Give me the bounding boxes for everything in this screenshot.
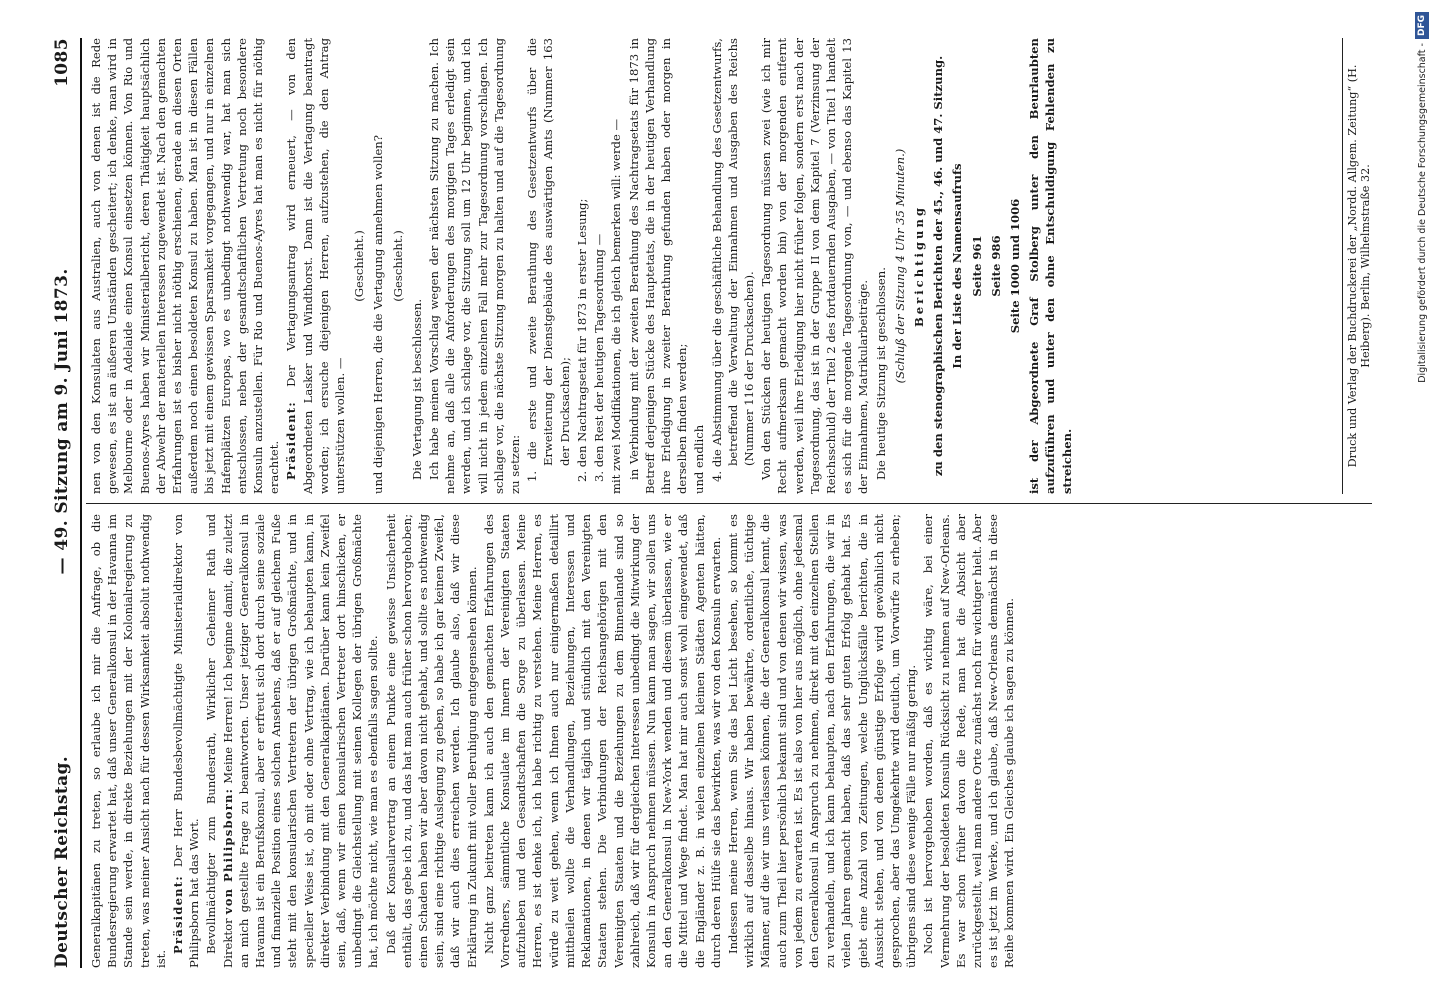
left-column (88, 514, 1342, 968)
stage-direction: (Geschieht.) (390, 230, 405, 302)
agenda-item: 4. die Abstimmung über die geschäftliche Behandlung des Gesetzentwurfs, betreffend die Verwaltung der Einnahmen und Ausgaben des Reichs (Nummer 116 der Drucksachen). (709, 38, 756, 482)
speech-text: Der Herr Bundesbevollmächtigte Ministerialdirektor von Philipsborn hat das Wort. (171, 514, 202, 968)
speaker-name: von Philipsborn: (220, 787, 235, 915)
watermark-inner (1412, 12, 1432, 696)
paragraph: Von den Stücken der heutigen Tagesordnung müssen zwei (wie ich mir Recht aufmerksam gemacht worden bin) von der morgenden entfernt werden, weil ihre Erledigung hier nicht früher folgen, sondern erst nach der Tagesordnung, das ist in der Gruppe II von dem Kapitel 7 (Verzinsung der Reichsschuld) der Titel 2 des fortdauernden Ausgaben, — von Titel 1 handelt es sich für die morgende Tagesordnung von, — und ebenso das Kapitel 13 der Einnahmen, Matrikularbeiträge. (759, 38, 871, 494)
paragraph: Die Vertagung ist beschlossen. (409, 298, 424, 480)
dfg-logo-icon: DFG (1415, 12, 1429, 39)
paragraph: und endlich (692, 424, 707, 494)
paragraph: Noch ist hervorgehoben worden, daß es wichtig wäre, bei einer Vermehrung der besoldeten Konsuln Rücksicht zu nehmen auf New-Orleans. Es war schon früher davon die Rede, man hat die Absicht aber zurückgestellt, weil man andere Orte zunächst noch für wichtiger hielt. Aber es ist jetzt im Werke, und ich glaube, daß New-Orleans demnächst in diese Reihe kommen wird. Ein Gleiches glaube ich sagen zu können. (921, 514, 1017, 968)
paragraph: nen von den Konsulaten aus Australien, auch von denen ist die Rede gewesen, es ist an äußeren Umständen gescheitert; ich denke, man wird in Melbourne oder in Adelaide einen Konsul einsetzen können. Von Rio und Buenos-Ayres haben wir Ministerialbericht, deren Thätigkeit hauptsächlich der Abwehr der materiellen Interessen zugewendet ist. Nach den gemachten Erfahrungen ist es bisher nicht nöthig erschienen, gerade an diesen Orten außerdem noch einen besoldeten Konsul zu haben. Man ist in diesen Fällen bis jetzt mit einem gewissen Sparsamkeit vorgegangen, und nur in einzelnen Hafenplätzen Europas, wo es unbedingt nothwendig war, hat man sich entschlossen, neben der gesandtschaftlichen Vertretung noch besondere Konsuln anzustellen. Für Rio und Buenos-Ayres hat man es nicht für nöthig erachtet. (89, 38, 282, 494)
closing-note: (Schluß der Sitzung 4 Uhr 35 Minuten.) (892, 148, 907, 384)
correction-text: ist der Abgeordnete Graf Stolberg unter den Beurlaubten aufzuführen und unter den ohne Entschuldigung Fehlenden zu streichen. (1027, 38, 1074, 494)
correction-line: Seite 961 (969, 235, 984, 297)
paragraph (203, 514, 381, 968)
digitization-watermark (1412, 12, 1432, 988)
paragraph: in Verbindung mit der zweiten Berathung des Nachtragsetats für 1873 in Betreff derjenigen Stücke des Hauptetats, die in der heutigen Verhandlung ihre Erledigung in zweiter Berathung gefunden haben oder morgen in derselben finden werden; (626, 38, 690, 494)
page-number: 1085 (52, 38, 72, 87)
imprint-footer: Druck und Verlag der Buchdruckerei der „Nordd. Allgem. Zeitung“ (H. Heiberg). Berlin, Wilhelmstraße 32. (1342, 38, 1368, 494)
paragraph: Indessen meine Herren, wenn Sie das bei Licht besehen, so kommt es wirklich auf dasselbe hinaus. Wir haben bewährte, ordentliche, tüchtige Männer, auf die wir uns verlassen können, die der Generalkonsul kennt, die auch zum Theil hier persönlich bekannt sind und von denen wir wissen, was von jedem zu erwarten ist. Es ist also von hier aus möglich, ohne jedesmal den Generalkonsul in Anspruch zu nehmen, direkt mit den einzelnen Stellen zu verhandeln, und ich kann behaupten, nach den Erfahrungen, die wir in vielen Jahren gemacht haben, daß das sehr guten Erfolg gehabt hat. Es giebt eine Anzahl von Zeitungen, welche Unglücksfälle berichten, die in Aussicht stehen, und von denen günstige Erfolge wird gewöhnlich nicht gesprochen, aber das Umgekehrte wird deutlich, um Vorwürfe zu erheben; übrigens sind diese wenige Fälle nur mäßig gering. (725, 514, 919, 968)
paragraph (170, 514, 202, 968)
header-rule (80, 38, 82, 968)
paragraph: und diejenigen Herren, die die Vertagung annehmen wollen? (371, 135, 386, 494)
running-header (52, 38, 76, 968)
speech-text: Der Vertagungsantrag wird erneuert, — von den Abgeordneten Lasker und Windthorst. Dann ist die Vertagung beantragt worden; ich ersuche diejenigen Herren, aufzustehen, die den Antrag unterstützen wollen. — (284, 38, 348, 494)
watermark-text: Digitalisierung gefördert durch die Deutsche Forschungsgemeinschaft - (1416, 43, 1428, 383)
paragraph: mit zwei Modifikationen, die ich gleich bemerken will: werde — (609, 118, 624, 494)
agenda-item: 2. den Nachtragsetat für 1873 in erster Lesung; (574, 198, 589, 482)
paragraph: Die heutige Sitzung ist geschlossen. (873, 267, 888, 480)
correction-line: In der Liste des Namensaufrufs (950, 163, 965, 369)
correction-line: Seite 1000 und 1006 (1007, 198, 1022, 334)
correction-line: Seite 986 (988, 235, 1003, 297)
paragraph: Ich habe meinen Vorschlag wegen der nächsten Sitzung zu machen. Ich nehme an, daß alle die Anforderungen des morgigen Tages erledigt sein werden, und ich schlage vor, die Sitzung soll um 12 Uhr beginnen, und ich will nicht in jedem einzelnen Fall mehr zur Tagesordnung vorschlagen. Ich schlage vor, die nächste Sitzung morgen zu halten und auf die Tagesordnung zu setzen: (427, 38, 523, 494)
paragraph: Daß der Konsularvertrag an einem Punkte eine gewisse Unsicherheit enthält, das gebe ich zu, und das hat man auch früher schon hervorgehoben; einen Schaden haben wir aber davon nicht gehabt, und sollte es nothwendig sein, sind eine richtige Auslegung zu geben, so habe ich gar keinen Zweifel, daß wir auch dies erreichen werden. Ich glaube also, daß wir diese Erklärung in Zukunft mit voller Beruhigung entgegensehen können. (383, 514, 479, 968)
right-column (88, 38, 1342, 494)
rotated-page (52, 38, 1372, 968)
column-divider (86, 503, 1372, 504)
speech-text: Meine Herren! Ich beginne damit, die zuletzt an mich gestellte Frage zu beantworten. Unser jetziger Generalkonsul in Havanna ist ein Berufskonsul, aber er erfreut sich dort durch seine soziale und finanzielle Position eines solchen Ansehens, daß er auf gleichem Fuße steht mit den konsularischen Vertretern der übrigen Großmächte, und in specieller Weise ist, ob mit oder ohne Vertrag, wie ich behaupten kann, in direkter Verbindung mit den Generalkapitänen. Darüber kann kein Zweifel sein, daß, wenn wir einen konsularischen Vertreter dort hinschicken, er unbedingt die Gleichstellung mit seinen Kollegen der übrigen Großmächte hat, ich möchte nicht, wie man es ebenfalls sagen sollte. (220, 514, 381, 968)
header-title: — 49. Sitzung am 9. Juni 1873. (52, 268, 72, 575)
paragraph: Generalkapitänen zu treten, so erlaube ich mir die Anfrage, ob die Bundesregierung erwartet hat, daß unser Generalkonsul in der Havanna im Stande sein werde, in direkte Beziehungen mit der Kolonialregierung zu treten, was meiner Ansicht nach für dessen Wirksamkeit absolut nothwendig ist. (89, 514, 168, 968)
agenda-item: 1. die erste und zweite Berathung des Gesetzentwurfs über die Erweiterung der Dienstgebäude des auswärtigen Amts (Nummer 163 der Drucksachen); (525, 38, 572, 482)
speaker-name: Präsident: (171, 875, 186, 954)
speaker-name: Präsident: (284, 401, 299, 480)
correction-line: zu den stenographischen Berichten der 45., 46. und 47. Sitzung. (931, 55, 946, 477)
speech-text: Bevollmächtigter zum Bundesrath, Wirklicher Geheimer Rath und Direktor (204, 514, 235, 968)
header-left: Deutscher Reichstag. (52, 755, 72, 968)
paragraph: Nicht ganz beitreten kann ich auch den gemachten Erfahrungen des Vorredners, sämmtliche Konsulate im Innern der Vereinigten Staaten aufzuheben und den Gesandtschaften die Sorge zu überlassen. Meine Herren, es ist denke ich, ich habe richtig zu verstehen. Meine Herren, es würde zu weit gehen, wenn ich Ihnen auch nur einigermaßen detaillirt mittheilen wollte die Verhandlungen, Beziehungen, Interessen und Reklamationen, in denen wir täglich und stündlich mit den Vereinigten Staaten stehen. Die Verbindungen der Reichsangehörigen mit den Vereinigten Staaten und die Beziehungen zu dem Binnenlande sind so zahlreich, daß wir für dergleichen Interessen unbedingt die Mitwirkung der Konsuln in Anspruch nehmen müssen. Nun kann man sagen, wir sollen uns an den Generalkonsul in New-York wenden und diesem überlassen, wie er die Mittel und Wege findet. Man hat mir auch sonst wohl eingewendet, daß die Engländer z. B. in vielen einzelnen kleinen Städten Agenten hätten, durch deren Hülfe sie das bewirkten, was wir von den Konsuln erwarten. (481, 514, 723, 968)
stage-direction: (Geschieht.) (352, 230, 367, 302)
correction-title: Berichtigung (911, 205, 926, 328)
paragraph (283, 38, 348, 494)
agenda-item: 3. den Rest der heutigen Tagesordnung — (592, 233, 607, 482)
newspaper-page (52, 38, 1372, 968)
